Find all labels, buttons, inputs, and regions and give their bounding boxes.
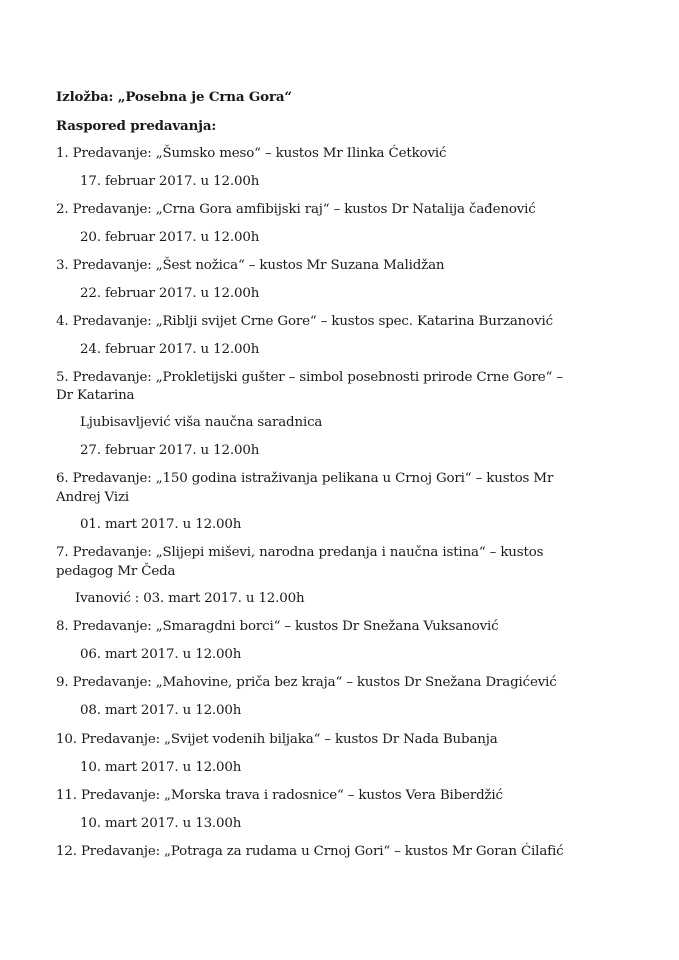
lecture-3-date: 22. februar 2017. u 12.00h xyxy=(80,286,260,301)
lecture-11-title: 11. Predavanje: „Morska trava i radosnice“ – kustos Vera Biberdžić xyxy=(56,788,503,803)
lecture-1-title: 1. Predavanje: „Šumsko meso“ – kustos Mr Ilinka Ćetković xyxy=(56,146,447,161)
lecture-3-title: 3. Predavanje: „Šest nožica“ – kustos Mr Suzana Malidžan xyxy=(56,258,445,273)
lecture-10-date: 10. mart 2017. u 12.00h xyxy=(80,760,242,775)
lecture-2-date: 20. februar 2017. u 12.00h xyxy=(80,230,260,245)
lecture-6-date: 01. mart 2017. u 12.00h xyxy=(80,517,242,532)
lecture-4-title: 4. Predavanje: „Riblji svijet Crne Gore“ – kustos spec. Katarina Burzanović xyxy=(56,314,553,329)
lecture-8-date: 06. mart 2017. u 12.00h xyxy=(80,647,242,662)
lecture-9-date: 08. mart 2017. u 12.00h xyxy=(80,703,242,718)
lecture-12-title: 12. Predavanje: „Potraga za rudama u Crnoj Gori“ – kustos Mr Goran Ćilafić xyxy=(56,844,564,859)
lecture-9-title: 9. Predavanje: „Mahovine, priča bez kraja“ – kustos Dr Snežana Dragićević xyxy=(56,675,557,690)
lecture-5-title-cont: Dr Katarina xyxy=(56,388,135,403)
lecture-5-date: 27. februar 2017. u 12.00h xyxy=(80,443,260,458)
lecture-5-speaker: Ljubisavljević viša naučna saradnica xyxy=(80,415,323,430)
lecture-2-title: 2. Predavanje: „Crna Gora amfibijski raj“ – kustos Dr Natalija čađenović xyxy=(56,202,536,217)
lecture-7-title-cont: pedagog Mr Čeda xyxy=(56,564,176,579)
lecture-10-title: 10. Predavanje: „Svijet vodenih biljaka“ – kustos Dr Nada Bubanja xyxy=(56,732,498,747)
lecture-7-title: 7. Predavanje: „Slijepi miševi, narodna predanja i naučna istina“ – kustos xyxy=(56,545,544,560)
lecture-6-title: 6. Predavanje: „150 godina istraživanja pelikana u Crnoj Gori“ – kustos Mr xyxy=(56,471,554,486)
schedule-heading: Raspored predavanja: xyxy=(56,118,217,134)
lecture-11-date: 10. mart 2017. u 13.00h xyxy=(80,816,242,831)
lecture-7-date: Ivanović : 03. mart 2017. u 12.00h xyxy=(75,591,305,606)
lecture-4-date: 24. februar 2017. u 12.00h xyxy=(80,342,260,357)
exhibition-title: Izložba: „Posebna je Crna Gora“ xyxy=(56,89,292,105)
lecture-8-title: 8. Predavanje: „Smaragdni borci“ – kustos Dr Snežana Vuksanović xyxy=(56,619,499,634)
lecture-5-title: 5. Predavanje: „Prokletijski gušter – simbol posebnosti prirode Crne Gore“ – xyxy=(56,370,563,385)
lecture-1-date: 17. februar 2017. u 12.00h xyxy=(80,174,260,189)
lecture-6-title-cont: Andrej Vizi xyxy=(56,490,130,505)
